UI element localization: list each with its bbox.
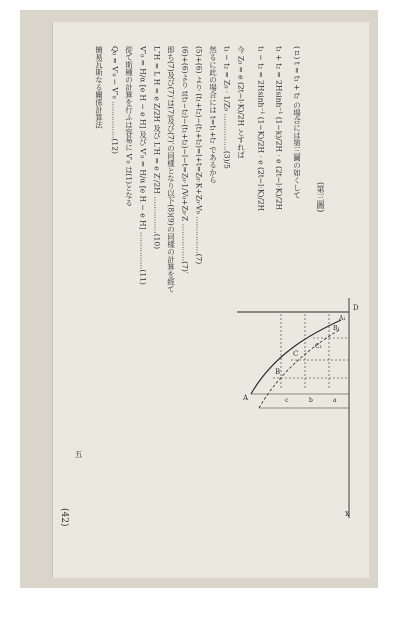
figure-label: (第三圖) <box>316 182 325 213</box>
point-label: A <box>243 394 249 402</box>
text-line: (5)+(6) より (t₁+t₂)−(t₁+t₂)=l+t=Z₀·K+Z₀·V₀ ……………(7) <box>194 46 204 265</box>
figure-diagram <box>229 290 361 520</box>
point-label: b <box>309 397 313 404</box>
point-label: A₁ <box>339 315 346 322</box>
point-label: a <box>333 397 337 404</box>
text-line: 從て斯種の計算を行ふは容易に V′₀ は(1)となる <box>124 46 134 207</box>
text-line: 今 Z₀ = e (2t−l·K)/2H とすれば <box>236 46 246 159</box>
text-line: V″₀ = H/α [e H − e H] 及び V′₀ = H/α [e H − e H] ……………(11) <box>138 46 148 285</box>
axis-label: x <box>345 509 350 518</box>
text-line: t₁ + t₂ = 2Hsinh⁻¹ (1−k)/2H · e (2t−l·K)/2H <box>274 46 284 211</box>
point-label: C <box>293 350 299 358</box>
text-line: t₁ − t₂ = Z₀ · 1/Z₀ ……………(3)/5 <box>222 46 232 169</box>
page-signature: (42) <box>59 508 69 527</box>
text-line: L″H = L H = e Z/2H 及び L′H = e Z′/2H ……………(10) <box>152 46 162 250</box>
curve-line <box>259 330 339 408</box>
point-label: B₁ <box>333 325 340 332</box>
page-number: 五 <box>74 450 83 458</box>
text-line: t₁ − t₂ = 2Hsinh⁻¹ (1−K)/2H · e (2t−l·K)/2H <box>256 46 266 212</box>
point-label: B <box>275 368 281 376</box>
running-head: 簡易瓦斯なる關係計算法 <box>94 46 104 129</box>
point-label: c <box>285 397 289 404</box>
axis-label: D <box>353 304 359 312</box>
point-label: C₁ <box>315 343 322 350</box>
text-line: (ロ) t = t₁ + t₂ の場合には第三圖の如くして <box>292 46 302 199</box>
book-page <box>52 22 369 578</box>
text-line: 然るに此の場合には t=t₁+t₂ であるから <box>208 46 218 184</box>
book-spread <box>20 10 378 588</box>
text-line: Q₀ = V′₀ − V″₀ ……………(12) <box>110 46 120 154</box>
text-line: 即ち(7)及び(7)′は(7)及び(7)′の同樣となり以下(8)(9)の同樣の計算を經て <box>166 46 176 294</box>
text-line: (6)+(6)より t(t₁−t₂)−(t₁+t₂)−l−t=Z₀·1/V₀+Z₀·Z ……………(7)′ <box>180 46 190 274</box>
